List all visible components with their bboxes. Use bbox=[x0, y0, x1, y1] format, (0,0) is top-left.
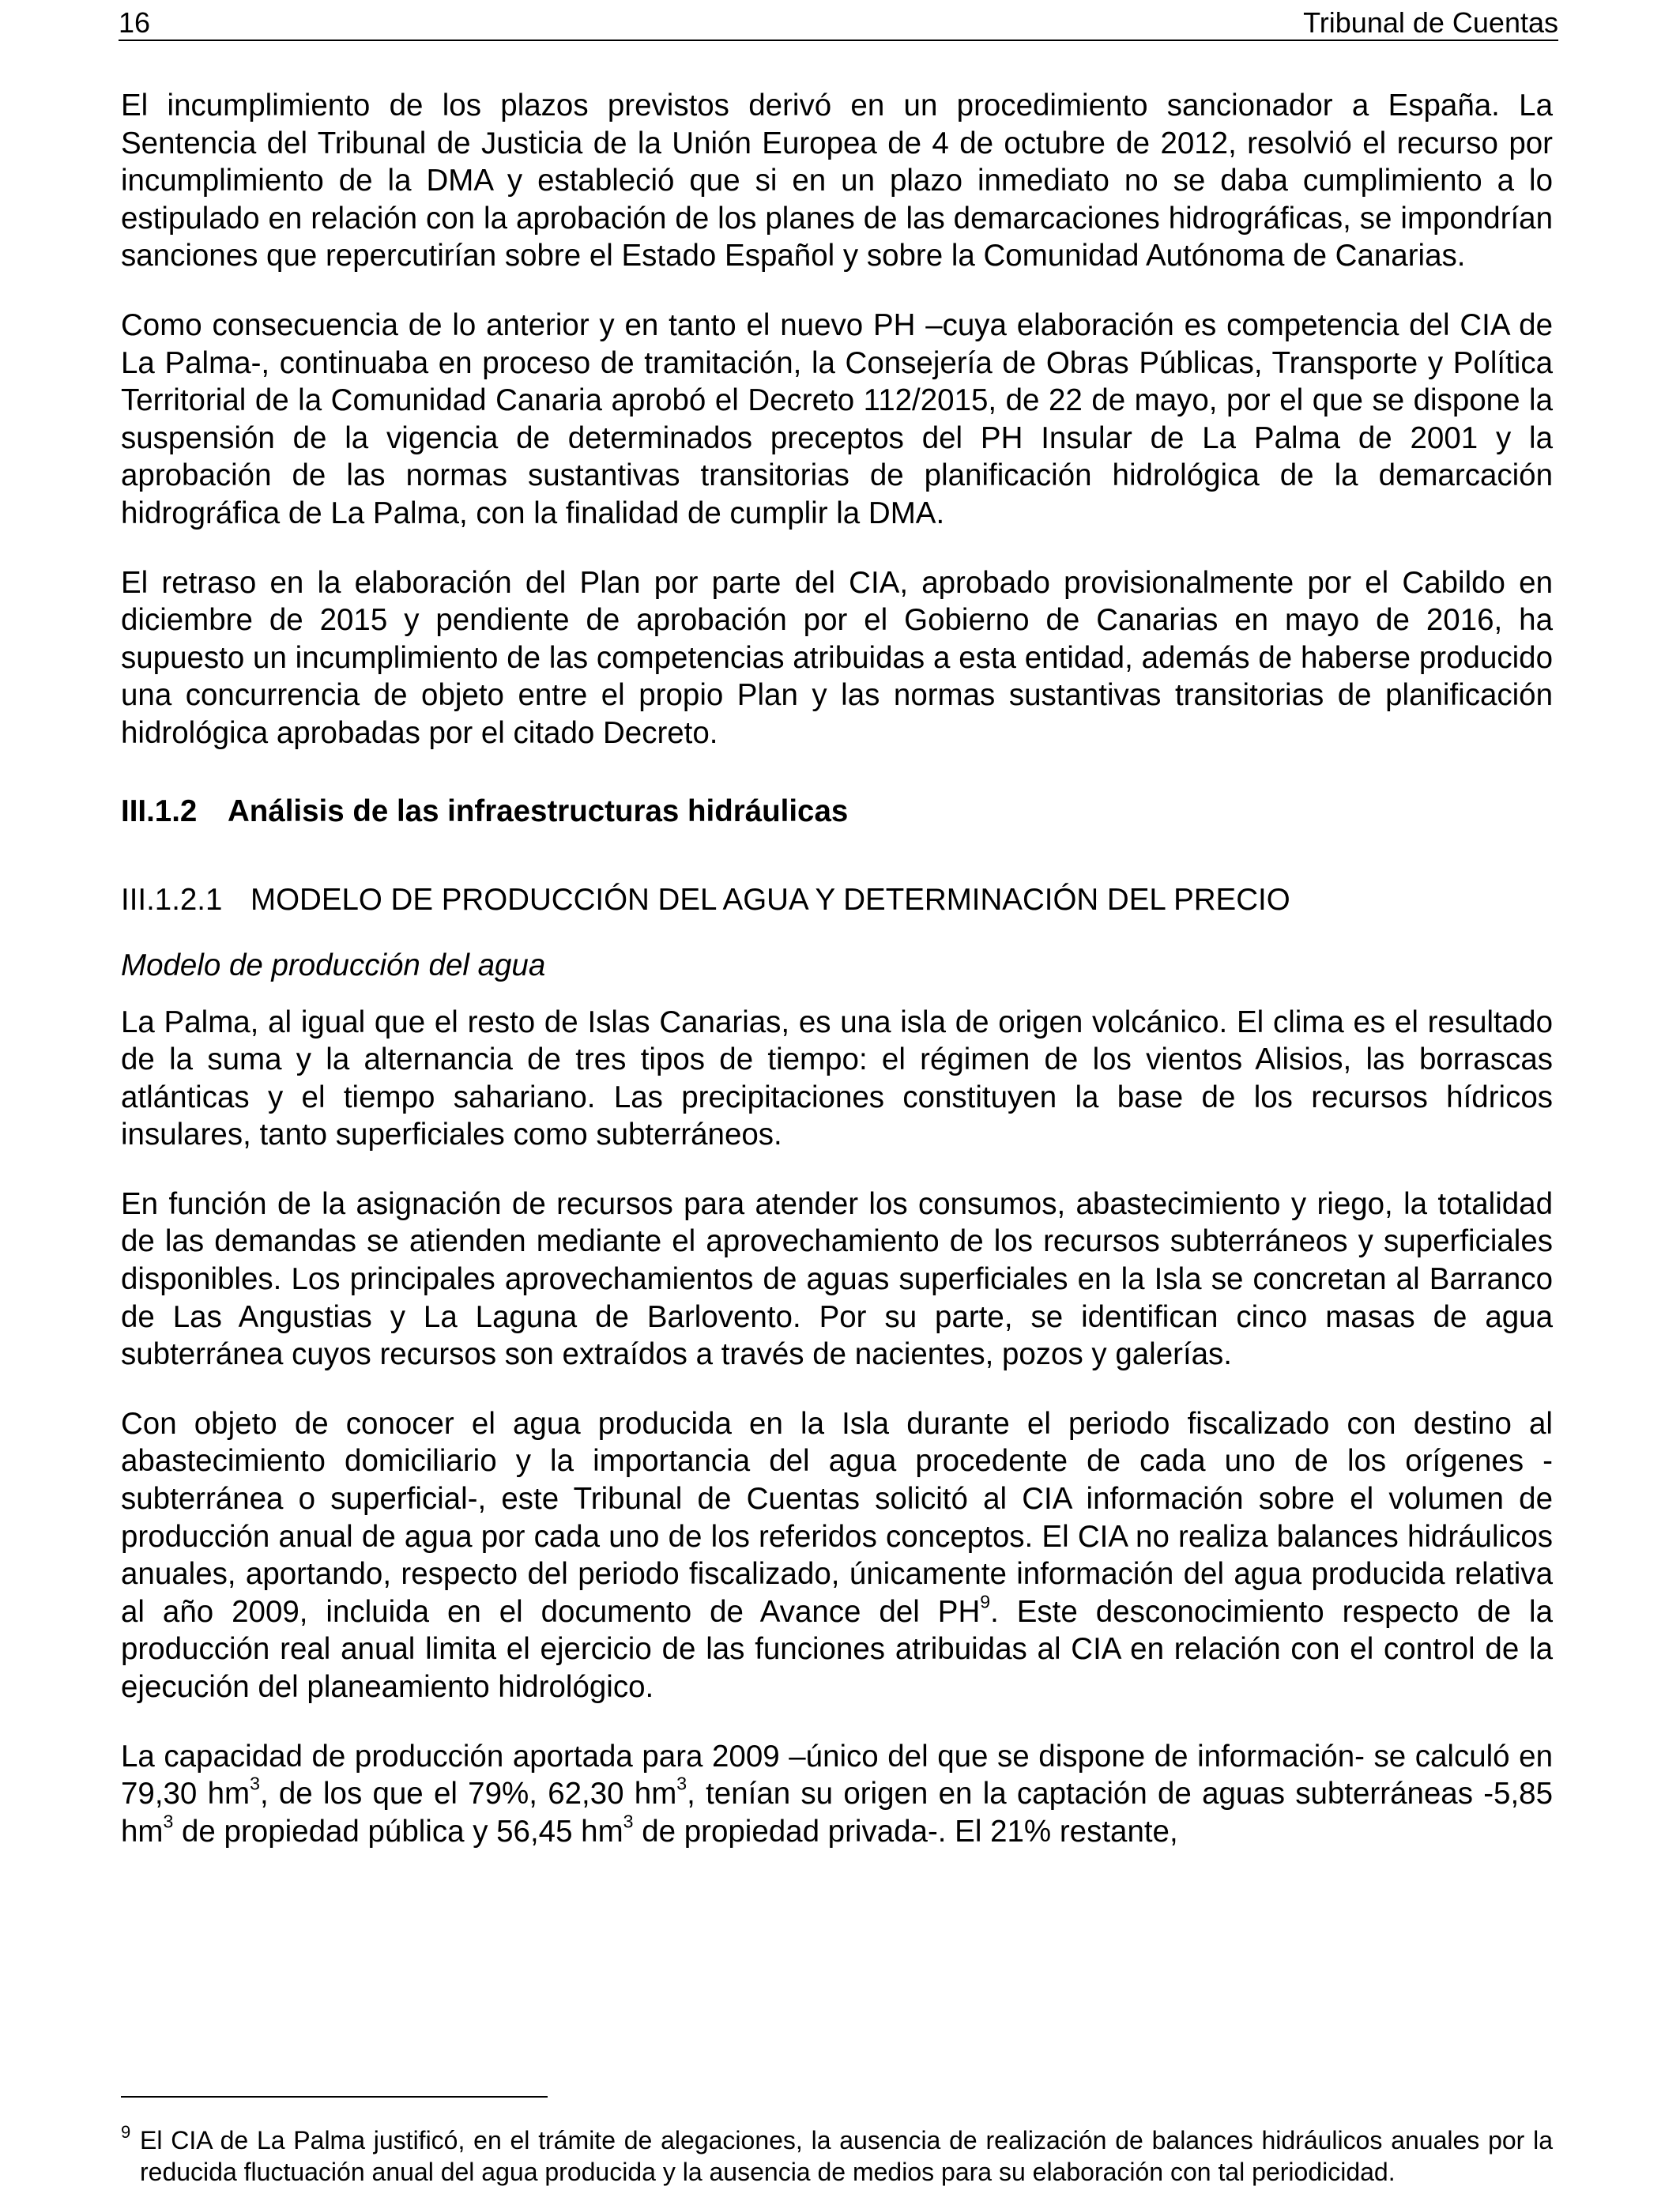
paragraph-resources: En función de la asignación de recursos para atender los consumos, abastecimiento y riego, la totalidad de las demandas se atienden mediante el aprovechamiento de los recursos subterráneos y superficiales disponibles. Los principales aprovechamientos de aguas superficiales en la Isla se concretan al Barranco de Las Angustias y La Laguna de Barlovento. Por su parte, se identifican cinco masas de agua subterránea cuyos recursos son extraídos a través de nacientes, pozos y galerías. bbox=[121, 1186, 1553, 1372]
italic-subheading: Modelo de producción del agua bbox=[121, 948, 546, 982]
paragraph-sanction-procedure: El incumplimiento de los plazos previstos derivó en un procedimiento sancionador a España. La Sentencia del Tribunal de Justicia de la Unión Europea de 4 de octubre de 2012, resolvió el recurso por incumplimiento de la DMA y estableció que si en un plazo inmediato no se daba cumplimiento a lo estipulado en relación con la aprobación de los planes de las demarcaciones hidrográficas, se impondrían sanciones que repercutirían sobre el Estado Español y sobre la Comunidad Autónoma de Canarias. bbox=[121, 89, 1553, 273]
section-heading bbox=[121, 784, 1553, 839]
subsection-title: MODELO DE PRODUCCIÓN DEL AGUA Y DETERMINACIÓN DEL PRECIO bbox=[250, 882, 1290, 917]
footnote-divider bbox=[121, 2096, 548, 2098]
footnote-reference[interactable]: 9 bbox=[980, 1591, 991, 1612]
header-organization: Tribunal de Cuentas bbox=[1303, 6, 1558, 39]
footnote-text: El CIA de La Palma justificó, en el trámite de alegaciones, la ausencia de realización de balances hidráulicos anuales por la reducida fluctuación anual del agua producida y la ausencia de medios para su elaboración con tal periodicidad. bbox=[140, 2126, 1553, 2186]
footnote-mark: 9 bbox=[121, 2122, 131, 2142]
paragraph-production-info: Con objeto de conocer el agua producida en la Isla durante el periodo fiscalizado con destino al abastecimiento domiciliario y la importancia del agua procedente de cada uno de los orígenes -subterránea o superficial-, este Tribunal de Cuentas solicitó al CIA información sobre el volumen de producción anual de agua por cada uno de los referidos conceptos. El CIA no realiza balances hidráulicos anuales, aportando, respecto del periodo fiscalizado, únicamente información del agua producida relativa al año 2009, incluida en el documento de Avance del $PH^9$. Este desconocimiento respecto de la producción real anual limita el ejercicio de las funciones atribuidas al CIA en relación con el control de la ejecución del planeamiento hidrológico. bbox=[121, 1406, 1553, 1704]
subsection-number: III.1.2.1 bbox=[121, 882, 223, 917]
header-divider bbox=[119, 40, 1558, 41]
paragraph-climate: La Palma, al igual que el resto de Islas Canarias, es una isla de origen volcánico. El clima es el resultado de la suma y la alternancia de tres tipos de tiempo: el régimen de los vientos Alisios, las borrascas atlánticas y el tiempo sahariano. Las precipitaciones constituyen la base de los recursos hídricos insulares, tanto superficiales como subterráneos. bbox=[121, 1005, 1553, 1152]
page-number: 16 bbox=[119, 6, 151, 39]
document-body bbox=[121, 87, 1553, 1882]
section-title: Análisis de las infraestructuras hidráulicas bbox=[228, 794, 849, 828]
paragraph-decree: Como consecuencia de lo anterior y en tanto el nuevo PH –cuya elaboración es competencia del CIA de La Palma-, continuaba en proceso de tramitación, la Consejería de Obras Públicas, Transporte y Política Territorial de la Comunidad Canaria aprobó el Decreto 112/2015, de 22 de mayo, por el que se dispone la suspensión de la vigencia de determinados preceptos del PH Insular de La Palma de 2001 y la aprobación de las normas sustantivas transitorias de planificación hidrológica de la demarcación hidrográfica de La Palma, con la finalidad de cumplir la DMA. bbox=[121, 307, 1553, 530]
paragraph-production-capacity: La capacidad de producción aportada para 2009 –único del que se dispone de información- se calculó en 79,30 $hm^3$, de los que el 79%, 62,30 $hm^3$, tenían su origen en la captación de aguas subterráneas -5,85 $hm^3$ de propiedad pública y 56,45 $hm^3$ de propiedad privada-. El 21% restante, bbox=[121, 1739, 1553, 1849]
subsection-heading bbox=[121, 873, 1553, 928]
section-number: III.1.2 bbox=[121, 794, 198, 828]
footnote bbox=[121, 2124, 1553, 2188]
paragraph-plan-delay: El retraso en la elaboración del Plan por parte del CIA, aprobado provisionalmente por el Cabildo en diciembre de 2015 y pendiente de aprobación por el Gobierno de Canarias en mayo de 2016, ha supuesto un incumplimiento de las competencias atribuidas a esta entidad, además de haberse producido una concurrencia de objeto entre el propio Plan y las normas sustantivas transitorias de planificación hidrológica aprobadas por el citado Decreto. bbox=[121, 565, 1553, 750]
page-header bbox=[119, 0, 1558, 44]
